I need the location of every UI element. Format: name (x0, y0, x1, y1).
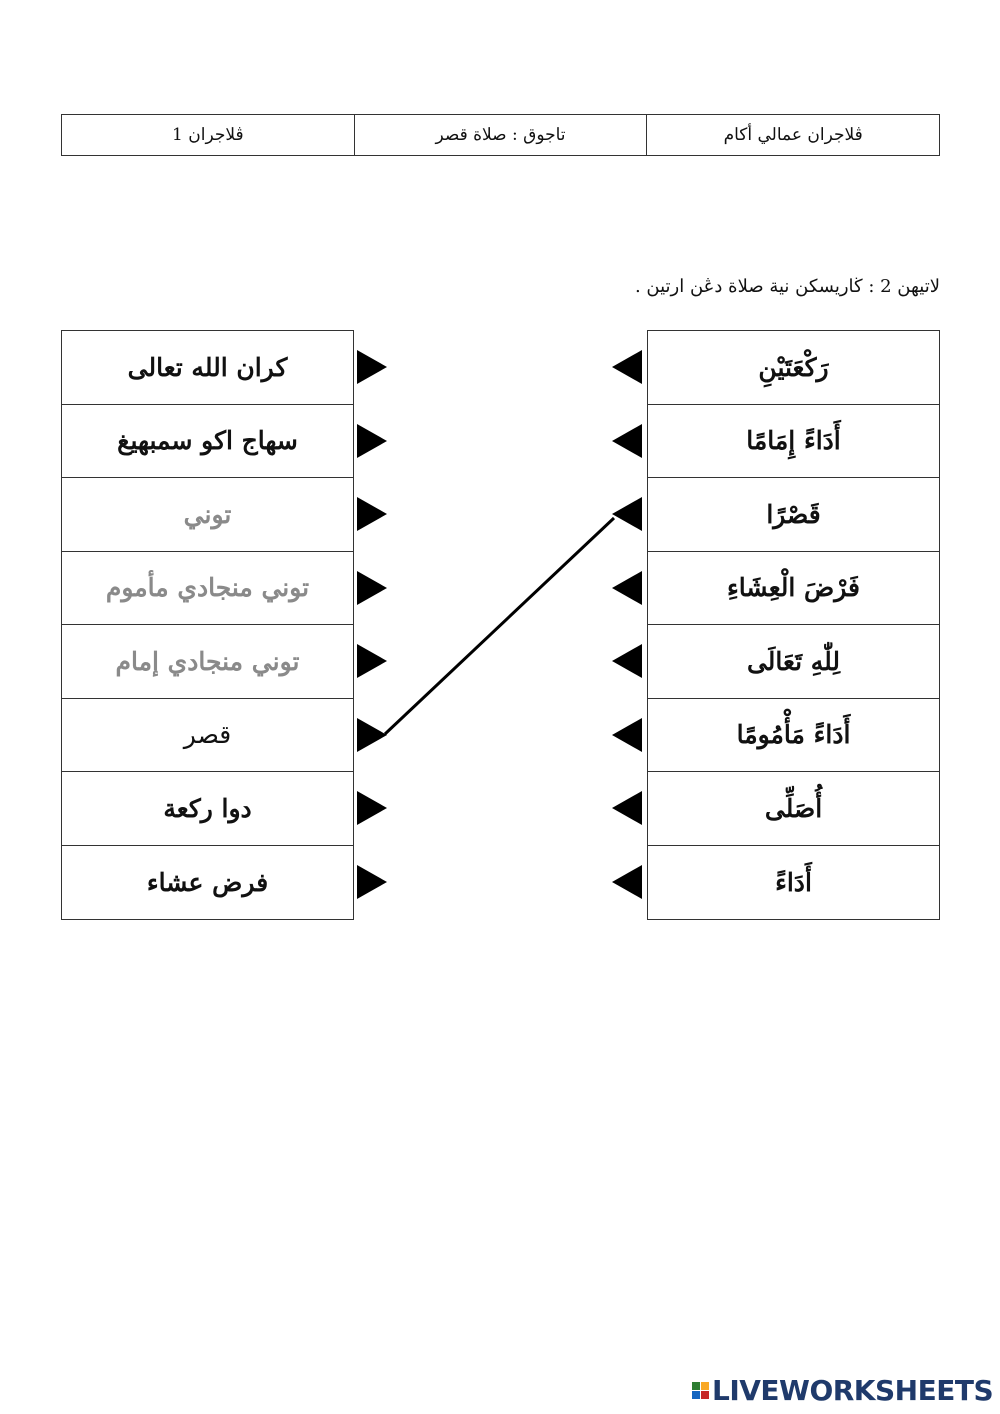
logo-text: LIVEWORKSHEETS (712, 1373, 994, 1407)
right-item: أَدَاءً إِمَامًا (648, 405, 939, 479)
right-item: أُصَلِّى (648, 772, 939, 846)
left-item: فرض عشاء (146, 867, 269, 897)
header-cell-topic: تاجوق : صلاة قصر (354, 115, 647, 155)
exercise-instruction: لاتيهن 2 : ڬاريسکن نية صلاة دڠن ارتين . (634, 276, 940, 297)
header-cell-lesson: ڤلاجران 1 (172, 125, 244, 145)
left-item: كران الله تعالى (62, 331, 353, 405)
right-item: أَدَاءً مَأْمُومًا (648, 699, 939, 773)
liveworksheets-logo-icon (692, 1382, 709, 1399)
left-item: توني (62, 478, 353, 552)
right-item: رَكْعَتَيْنِ (648, 331, 939, 405)
right-item: لِلّٰهِ تَعَالَى (648, 625, 939, 699)
right-item: أَدَاءً (775, 867, 812, 897)
left-item: توني منجادي إمام (62, 625, 353, 699)
left-item: سهاج اكو سمبهيغ (62, 405, 353, 479)
left-item: دوا ركعة (62, 772, 353, 846)
left-item: توني منجادي مأموم (62, 552, 353, 626)
liveworksheets-logo (692, 1372, 993, 1408)
left-item: قصر (62, 699, 353, 773)
header-cell-subject: ڤلاجران عمالي أكام (646, 115, 939, 155)
right-item: قَصْرًا (648, 478, 939, 552)
right-item: فَرْضَ الْعِشَاءِ (648, 552, 939, 626)
